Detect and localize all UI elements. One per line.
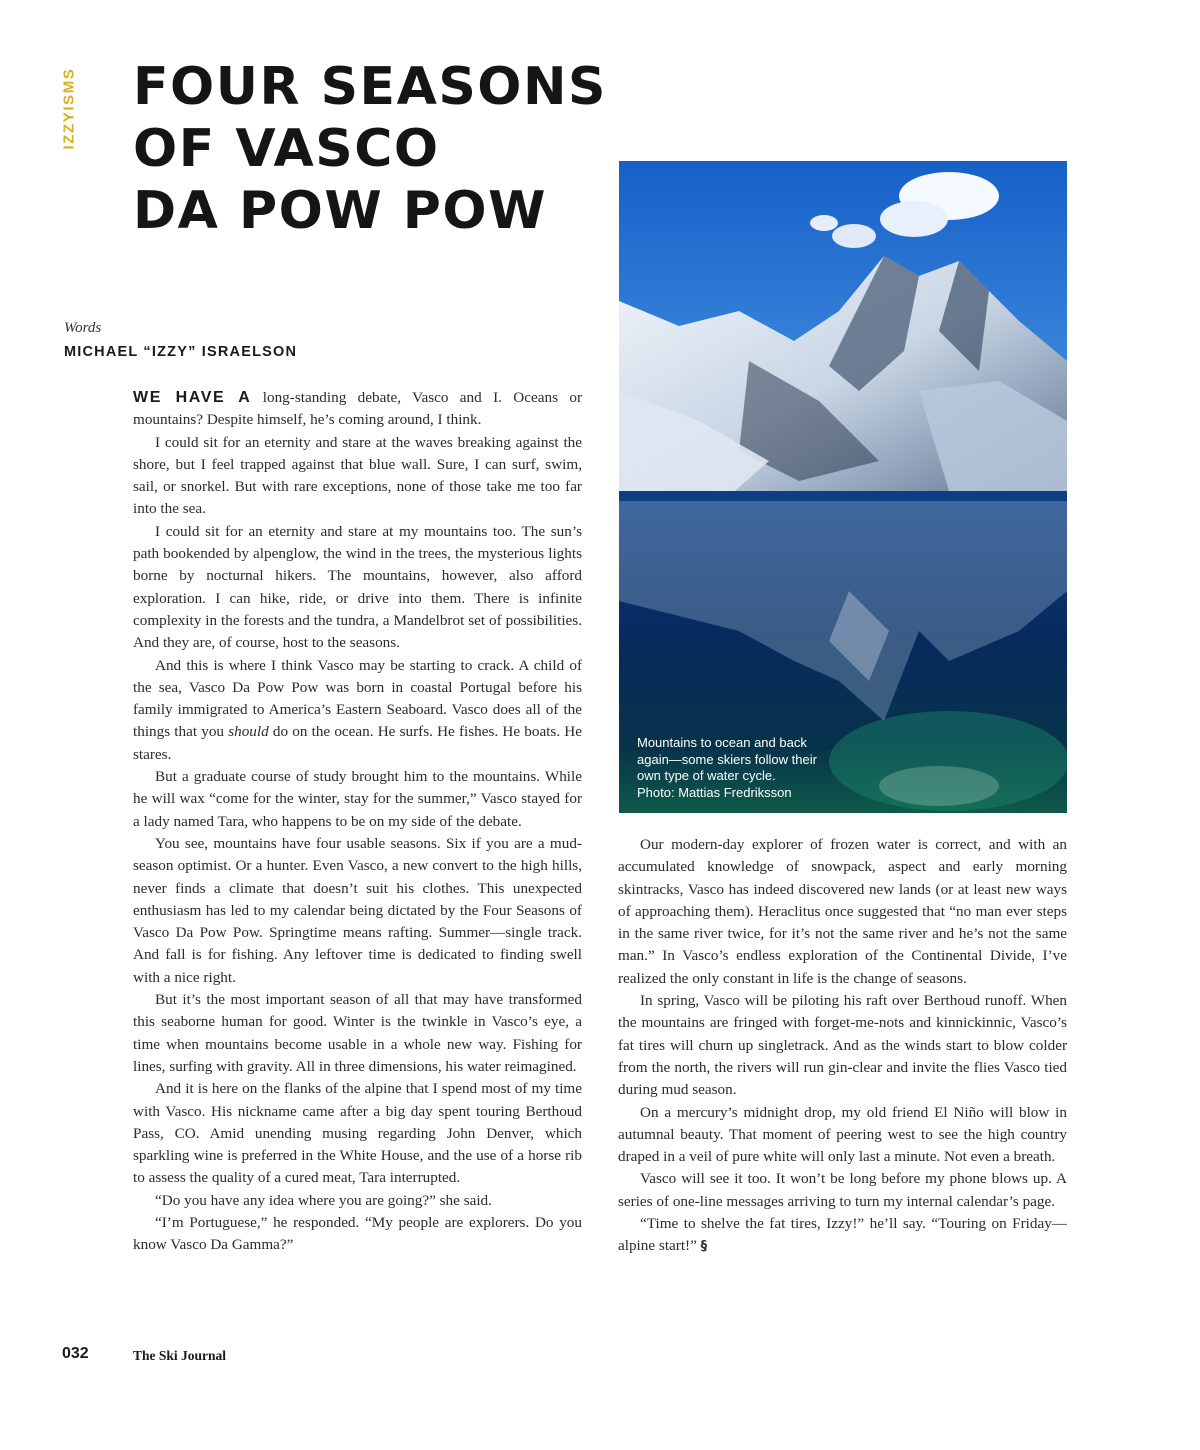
article-paragraph: “I’m Portuguese,” he responded. “My people are explorers. Do you know Vasco Da Gamma?” [133,1213,582,1254]
byline-label: Words [64,320,102,336]
headline-line-3: DA POW POW [133,181,547,241]
article-paragraph: But a graduate course of study brought him to the mountains. While he will wax “come for the winter, stay for the summer,” Vasco stayed for a lady named Tara, who happens to be on my side of the debate. [133,768,582,830]
caption-line: Mountains to ocean and back [637,735,807,750]
photo-caption [637,735,867,801]
section-tag-label: IZZYISMS [60,67,78,149]
article-paragraph: And it is here on the flanks of the alpine that I spend most of my time with Vasco. His nickname came after a big day spent touring Berthoud Pass, CO. Amid unending musing regarding John Denver, which sparkling wine is preferred in the White House, and the use of a horse rib to assess the quality of a cured meat, Tara interrupted. [133,1080,582,1187]
article-paragraph: But it’s the most important season of all that may have transformed this seaborne human for good. Winter is the twinkle in Vasco’s eye, a time when mountains become usable in a whole new way. Fishing for lines, surfing with gravity. All in three dimensions, his water reimagined. [133,991,582,1075]
article-column-left [133,387,582,1257]
article-paragraph: In spring, Vasco will be piloting his raft over Berthoud runoff. When the mountains are fringed with forget-me-nots and kinnickinnic, Vasco’s fat tires will churn up singletrack. And as the winds start to blow colder from the north, the rivers will run gin-clear and invite the flies Vasco tied during mud season. [618,992,1067,1099]
caption-credit: Photo: Mattias Fredriksson [637,784,792,800]
end-mark-icon: § [700,1239,708,1255]
caption-line: own type of water cycle. [637,768,776,783]
article-paragraph: You see, mountains have four usable seasons. Six if you are a mud-season optimist. Or a hunter. Even Vasco, a new convert to the high hills, never finds a climate that doesn’t suit his clothes. This unexpected enthusiasm has led to my calendar being dictated by the Four Seasons of Vasco Da Pow Pow. Springtime means rafting. Summer—single track. And fall is for fishing. Any leftover time is dedicated to finding swell with a nice right. [133,834,582,986]
article-paragraph: “Do you have any idea where you are going?” she said. [155,1191,492,1209]
paragraph-text: And this is where I think Vasco may be starting to crack. A child of the sea, Vasco Da Pow Pow was born in coastal Portugal before his family immigrated to America’s Eastern Seaboard. Vasco does all of the things that you [133,656,582,741]
section-tag [48,62,90,154]
headline-line-1: FOUR SEASONS [133,57,607,117]
paragraph-text: “Time to shelve the fat tires, Izzy!” he’ll say. “Touring on Friday—alpine start!” [618,1215,1067,1255]
article-paragraph [133,655,582,766]
article-paragraph: I could sit for an eternity and stare at my mountains too. The sun’s path bookended by alpenglow, the wind in the trees, the mysterious lights borne by nocturnal hikers. The mountains, however, also afford exploration. I can hike, ride, or drive into them. There is infinite complexity in the forests and the tundra, a Mandelbrot set of possibilities. And they are, of course, host to the seasons. [133,522,582,652]
article-paragraph: On a mercury’s midnight drop, my old friend El Niño will blow in autumnal beauty. That moment of peering west to see the high country draped in a veil of pure white will only last a minute. Not even a breath. [618,1103,1067,1166]
mountain-lake-photo [619,161,1067,813]
paragraph-text: do on the ocean. He surfs. He fishes. He boats. He stares. [133,723,582,763]
page-number: 032 [62,1345,89,1362]
lead-text: long-standing debate, Vasco and I. Oceans or mountains? Despite himself, he’s coming around, I think. [133,389,582,429]
photo-illustration [619,161,1067,813]
article-paragraph-final [618,1213,1067,1259]
headline-line-2: OF VASCO [133,119,440,179]
article-paragraph-lead [133,387,582,432]
caption-line: again—some skiers follow their [637,751,817,767]
article-paragraph: Vasco will see it too. It won’t be long before my phone blows up. A series of one-line messages arriving to turn my internal calendar’s page. [618,1170,1067,1210]
headline [133,56,607,242]
article-paragraph: I could sit for an eternity and stare at the waves breaking against the shore, but I feel trapped against that blue wall. Sure, I can surf, swim, sail, or snorkel. But with rare exceptions, none of those take me too far into the sea. [133,433,582,518]
article-column-right [618,834,1067,1259]
byline-author: MICHAEL “IZZY” ISRAELSON [64,344,298,360]
lead-in: WE HAVE A [133,389,252,406]
emphasis-text: should [228,723,269,741]
article-paragraph: Our modern-day explorer of frozen water is correct, and with an accumulated knowledge of snowpack, aspect and early morning skintracks, Vasco has indeed discovered new lands (or at least new ways of approaching them). Heraclitus once suggested that “no man ever steps in the same river twice, for it’s not the same river and he’s not the same man.” In Vasco’s endless exploration of the Continental Divide, I’ve realized the only constant in life is the change of seasons. [618,836,1067,987]
publication-name: The Ski Journal [133,1348,227,1363]
